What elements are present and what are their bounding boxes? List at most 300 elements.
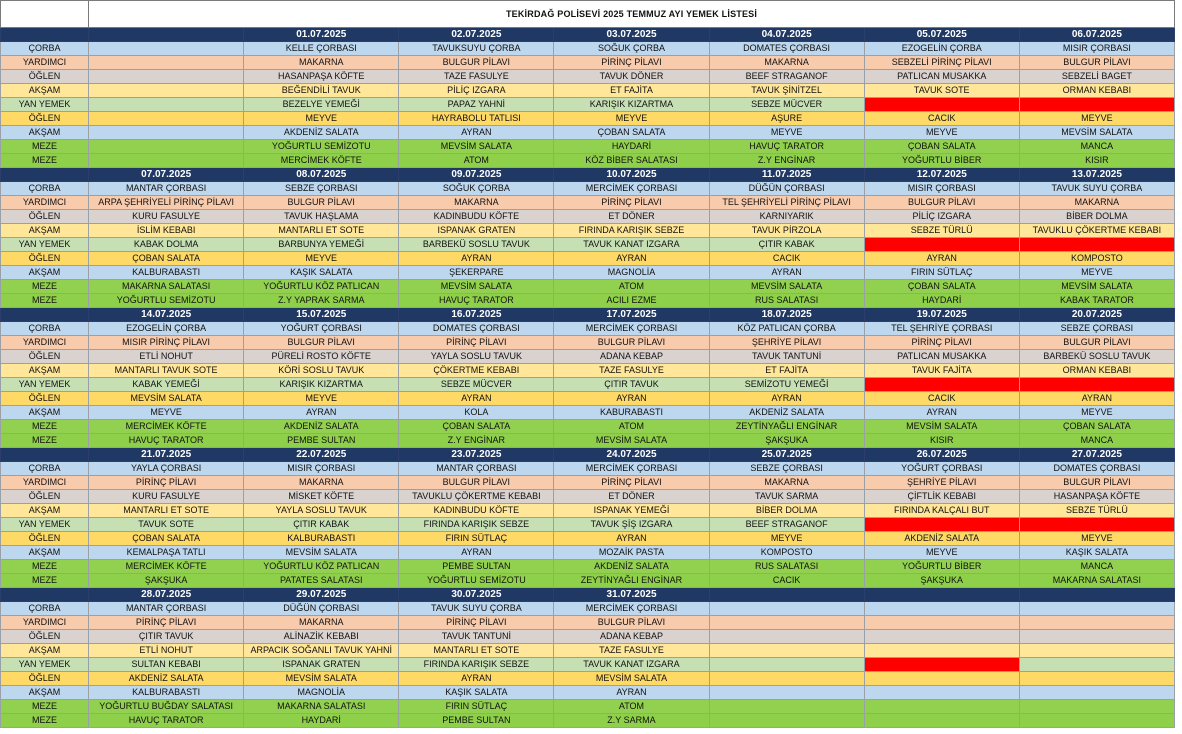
menu-cell: ZEYTİNYAĞLI ENGİNAR: [709, 420, 864, 434]
menu-cell: ET FAJİTA: [709, 364, 864, 378]
menu-cell: TAVUK SOTE: [89, 518, 244, 532]
menu-cell: MEVSİM SALATA: [399, 280, 554, 294]
empty-cell: [89, 126, 244, 140]
empty-cell: [864, 700, 1019, 714]
menu-cell: ET FAJİTA: [554, 84, 709, 98]
menu-cell: MEYVE: [1019, 112, 1174, 126]
menu-cell: SEBZE TÜRLÜ: [864, 224, 1019, 238]
empty-cell: [709, 602, 864, 616]
menu-cell: TAZE FASULYE: [554, 644, 709, 658]
menu-cell: BULGUR PİLAVI: [244, 336, 399, 350]
menu-cell: MEYVE: [1019, 266, 1174, 280]
row-label: ÖĞLEN: [1, 112, 89, 126]
empty-cell: [864, 616, 1019, 630]
menu-row: [1, 238, 1175, 252]
menu-cell: ATOM: [554, 420, 709, 434]
menu-cell: HAYDARİ: [864, 294, 1019, 308]
menu-row: [1, 560, 1175, 574]
empty-slot-cell: [864, 518, 1019, 532]
week-header-row: [1, 28, 1175, 42]
menu-cell: MAKARNA: [399, 196, 554, 210]
menu-cell: FIRIN SÜTLAÇ: [399, 532, 554, 546]
empty-cell: [1019, 672, 1174, 686]
empty-cell: [864, 630, 1019, 644]
empty-cell: [89, 70, 244, 84]
menu-cell: KOMPOSTO: [709, 546, 864, 560]
menu-cell: YAYLA SOSLU TAVUK: [244, 504, 399, 518]
menu-row: [1, 196, 1175, 210]
empty-slot-cell: [1019, 518, 1174, 532]
row-label: AKŞAM: [1, 406, 89, 420]
menu-cell: ORMAN KEBABI: [1019, 364, 1174, 378]
menu-cell: AYRAN: [399, 126, 554, 140]
row-label: ÖĞLEN: [1, 350, 89, 364]
menu-cell: TAZE FASULYE: [554, 364, 709, 378]
menu-cell: HAYDARİ: [554, 140, 709, 154]
date-header: 06.07.2025: [1019, 28, 1174, 42]
menu-cell: KOLA: [399, 406, 554, 420]
menu-cell: TAZE FASULYE: [399, 70, 554, 84]
menu-cell: MAKARNA SALATASI: [89, 280, 244, 294]
menu-cell: MEVSİM SALATA: [399, 140, 554, 154]
menu-cell: AKDENİZ SALATA: [864, 532, 1019, 546]
menu-cell: ŞAKŞUKA: [89, 574, 244, 588]
empty-cell: [1019, 700, 1174, 714]
menu-cell: ARPACIK SOĞANLI TAVUK YAHNİ: [244, 644, 399, 658]
menu-cell: PAPAZ YAHNİ: [399, 98, 554, 112]
menu-cell: Z.Y ENGİNAR: [399, 434, 554, 448]
menu-cell: TAVUK SUYU ÇORBA: [1019, 182, 1174, 196]
date-header: 04.07.2025: [709, 28, 864, 42]
menu-cell: MERCİMEK ÇORBASI: [554, 462, 709, 476]
date-header: 09.07.2025: [399, 168, 554, 182]
menu-cell: PATLICAN MUSAKKA: [864, 70, 1019, 84]
date-header: [1019, 588, 1174, 602]
menu-row: [1, 98, 1175, 112]
menu-cell: ÇÖKERTME KEBABI: [399, 364, 554, 378]
menu-cell: KARNIYARIK: [709, 210, 864, 224]
menu-cell: ÇOBAN SALATA: [89, 252, 244, 266]
menu-row: [1, 630, 1175, 644]
menu-row: [1, 56, 1175, 70]
empty-cell: [864, 672, 1019, 686]
menu-cell: PİRİNÇ PİLAVI: [554, 56, 709, 70]
menu-cell: KISIR: [864, 434, 1019, 448]
menu-row: [1, 42, 1175, 56]
menu-cell: ORMAN KEBABI: [1019, 84, 1174, 98]
menu-cell: HAYRABOLU TATLISI: [399, 112, 554, 126]
menu-cell: KISIR: [1019, 154, 1174, 168]
menu-cell: HAYDARİ: [244, 714, 399, 728]
row-label: ÖĞLEN: [1, 392, 89, 406]
menu-cell: KALBURABASTI: [89, 686, 244, 700]
menu-cell: KURU FASULYE: [89, 490, 244, 504]
menu-cell: ŞEKERPARE: [399, 266, 554, 280]
menu-cell: ISPANAK YEMEĞİ: [554, 504, 709, 518]
menu-cell: KÖZ PATLICAN ÇORBA: [709, 322, 864, 336]
menu-cell: HASANPAŞA KÖFTE: [1019, 490, 1174, 504]
menu-cell: EZOGELİN ÇORBA: [89, 322, 244, 336]
menu-cell: MAGNOLİA: [554, 266, 709, 280]
menu-cell: MEVSİM SALATA: [1019, 280, 1174, 294]
menu-cell: MEYVE: [864, 126, 1019, 140]
menu-cell: ŞEHRİYE PİLAVI: [864, 476, 1019, 490]
row-label: ÖĞLEN: [1, 630, 89, 644]
menu-cell: MEYVE: [554, 112, 709, 126]
menu-cell: İSLİM KEBABI: [89, 224, 244, 238]
menu-cell: MANTARLI ET SOTE: [399, 644, 554, 658]
date-header: 18.07.2025: [709, 308, 864, 322]
menu-cell: TAVUK TANTUNİ: [399, 630, 554, 644]
menu-cell: YOĞURTLU BUĞDAY SALATASI: [89, 700, 244, 714]
menu-cell: ŞAKŞUKA: [864, 574, 1019, 588]
row-label: ÖĞLEN: [1, 70, 89, 84]
menu-cell: KAŞIK SALATA: [399, 686, 554, 700]
menu-cell: ISPANAK GRATEN: [399, 224, 554, 238]
menu-cell: BULGUR PİLAVI: [399, 56, 554, 70]
menu-cell: YOĞURTLU SEMİZOTU: [399, 574, 554, 588]
menu-cell: EZOGELİN ÇORBA: [864, 42, 1019, 56]
menu-row: [1, 252, 1175, 266]
week-header-corner: [1, 168, 89, 182]
date-header: [89, 28, 244, 42]
menu-cell: ÇITIR TAVUK: [554, 378, 709, 392]
menu-cell: BEEF STRAGANOF: [709, 70, 864, 84]
menu-cell: ISPANAK GRATEN: [244, 658, 399, 672]
menu-cell: MEVSİM SALATA: [709, 280, 864, 294]
menu-cell: ÇITIR KABAK: [244, 518, 399, 532]
menu-cell: MERCİMEK ÇORBASI: [554, 602, 709, 616]
menu-cell: MEYVE: [1019, 406, 1174, 420]
menu-cell: KAŞIK SALATA: [244, 266, 399, 280]
menu-cell: SEBZE TÜRLÜ: [1019, 504, 1174, 518]
menu-cell: AKDENİZ SALATA: [244, 126, 399, 140]
menu-cell: CACIK: [709, 252, 864, 266]
menu-cell: SULTAN KEBABI: [89, 658, 244, 672]
empty-cell: [864, 686, 1019, 700]
menu-cell: ET DÖNER: [554, 210, 709, 224]
row-label: MEZE: [1, 700, 89, 714]
menu-cell: MANTAR ÇORBASI: [399, 462, 554, 476]
row-label: MEZE: [1, 420, 89, 434]
empty-cell: [1019, 644, 1174, 658]
empty-cell: [709, 672, 864, 686]
menu-cell: PATLICAN MUSAKKA: [864, 350, 1019, 364]
menu-cell: SEBZE MÜCVER: [399, 378, 554, 392]
row-label: AKŞAM: [1, 644, 89, 658]
menu-cell: AYRAN: [244, 406, 399, 420]
menu-cell: ŞAKŞUKA: [709, 434, 864, 448]
row-label: AKŞAM: [1, 126, 89, 140]
row-label: ÇORBA: [1, 42, 89, 56]
menu-cell: MEYVE: [709, 532, 864, 546]
empty-cell: [709, 714, 864, 728]
menu-cell: ÇITIR KABAK: [709, 238, 864, 252]
empty-cell: [709, 616, 864, 630]
date-header: 25.07.2025: [709, 448, 864, 462]
row-label: YARDIMCI: [1, 616, 89, 630]
date-header: 02.07.2025: [399, 28, 554, 42]
menu-row: [1, 490, 1175, 504]
menu-cell: MAKARNA: [1019, 196, 1174, 210]
menu-cell: AŞURE: [709, 112, 864, 126]
menu-cell: ATOM: [554, 280, 709, 294]
empty-slot-cell: [1019, 98, 1174, 112]
menu-cell: KURU FASULYE: [89, 210, 244, 224]
menu-cell: BULGUR PİLAVI: [554, 616, 709, 630]
menu-cell: ŞEHRİYE PİLAVI: [709, 336, 864, 350]
menu-cell: MERCİMEK ÇORBASI: [554, 322, 709, 336]
menu-cell: PİRİNÇ PİLAVI: [399, 616, 554, 630]
row-label: AKŞAM: [1, 224, 89, 238]
menu-cell: ÇOBAN SALATA: [864, 280, 1019, 294]
menu-cell: BULGUR PİLAVI: [1019, 336, 1174, 350]
menu-cell: TAVUK SOTE: [864, 84, 1019, 98]
menu-row: [1, 616, 1175, 630]
menu-row: [1, 532, 1175, 546]
row-label: YAN YEMEK: [1, 378, 89, 392]
menu-cell: PEMBE SULTAN: [244, 434, 399, 448]
menu-cell: MAKARNA: [709, 56, 864, 70]
row-label: AKŞAM: [1, 364, 89, 378]
date-header: 16.07.2025: [399, 308, 554, 322]
menu-cell: BULGUR PİLAVI: [554, 336, 709, 350]
menu-cell: SEBZELİ PİRİNÇ PİLAVI: [864, 56, 1019, 70]
menu-cell: MEYVE: [244, 252, 399, 266]
menu-cell: DOMATES ÇORBASI: [399, 322, 554, 336]
empty-slot-cell: [864, 238, 1019, 252]
menu-row: [1, 420, 1175, 434]
empty-slot-cell: [864, 378, 1019, 392]
menu-cell: MEYVE: [709, 126, 864, 140]
menu-cell: SEMİZOTU YEMEĞİ: [709, 378, 864, 392]
menu-cell: DÜĞÜN ÇORBASI: [709, 182, 864, 196]
menu-row: [1, 224, 1175, 238]
empty-cell: [89, 98, 244, 112]
title-row: [1, 1, 1175, 28]
menu-cell: TAVUK HAŞLAMA: [244, 210, 399, 224]
menu-row: [1, 350, 1175, 364]
menu-cell: TAVUKSUYU ÇORBA: [399, 42, 554, 56]
menu-cell: TEL ŞEHRİYE ÇORBASI: [864, 322, 1019, 336]
empty-cell: [709, 658, 864, 672]
menu-cell: MERCİMEK KÖFTE: [244, 154, 399, 168]
menu-row: [1, 406, 1175, 420]
row-label: ÇORBA: [1, 602, 89, 616]
empty-cell: [89, 56, 244, 70]
empty-slot-cell: [1019, 238, 1174, 252]
menu-cell: HAVUÇ TARATOR: [89, 714, 244, 728]
menu-cell: ÇOBAN SALATA: [864, 140, 1019, 154]
row-label: YAN YEMEK: [1, 98, 89, 112]
menu-cell: KELLE ÇORBASI: [244, 42, 399, 56]
menu-row: [1, 658, 1175, 672]
menu-cell: ÇİFTLİK KEBABI: [864, 490, 1019, 504]
menu-row: [1, 602, 1175, 616]
menu-cell: MEYVE: [244, 112, 399, 126]
empty-cell: [1019, 602, 1174, 616]
menu-cell: SEBZELİ BAGET: [1019, 70, 1174, 84]
menu-row: [1, 546, 1175, 560]
menu-cell: PATATES SALATASI: [244, 574, 399, 588]
menu-cell: MANCA: [1019, 560, 1174, 574]
menu-cell: BARBEKÜ SOSLU TAVUK: [399, 238, 554, 252]
empty-cell: [89, 112, 244, 126]
menu-cell: MAKARNA SALATASI: [1019, 574, 1174, 588]
menu-cell: ARPA ŞEHRİYELİ PİRİNÇ PİLAVI: [89, 196, 244, 210]
empty-cell: [1019, 714, 1174, 728]
date-header: 01.07.2025: [244, 28, 399, 42]
menu-row: [1, 140, 1175, 154]
row-label: MEZE: [1, 560, 89, 574]
date-header: 11.07.2025: [709, 168, 864, 182]
menu-cell: BİBER DOLMA: [1019, 210, 1174, 224]
menu-cell: MISIR PİRİNÇ PİLAVI: [89, 336, 244, 350]
menu-cell: BULGUR PİLAVI: [864, 196, 1019, 210]
menu-cell: Z.Y SARMA: [554, 714, 709, 728]
row-label: AKŞAM: [1, 266, 89, 280]
menu-cell: KAŞIK SALATA: [1019, 546, 1174, 560]
menu-cell: MANCA: [1019, 434, 1174, 448]
menu-cell: MEYVE: [244, 392, 399, 406]
date-header: 20.07.2025: [1019, 308, 1174, 322]
empty-cell: [1019, 686, 1174, 700]
menu-cell: DÜĞÜN ÇORBASI: [244, 602, 399, 616]
menu-cell: AYRAN: [709, 266, 864, 280]
menu-cell: MAKARNA SALATASI: [244, 700, 399, 714]
menu-row: [1, 336, 1175, 350]
menu-cell: KOMPOSTO: [1019, 252, 1174, 266]
row-label: AKŞAM: [1, 686, 89, 700]
date-header: 05.07.2025: [864, 28, 1019, 42]
empty-cell: [709, 700, 864, 714]
menu-cell: SEBZE ÇORBASI: [1019, 322, 1174, 336]
menu-cell: KARIŞIK KIZARTMA: [554, 98, 709, 112]
menu-cell: AKDENİZ SALATA: [244, 420, 399, 434]
row-label: ÖĞLEN: [1, 672, 89, 686]
menu-cell: BULGUR PİLAVI: [1019, 476, 1174, 490]
menu-cell: MISIR ÇORBASI: [1019, 42, 1174, 56]
date-header: [864, 588, 1019, 602]
date-header: 07.07.2025: [89, 168, 244, 182]
date-header: 03.07.2025: [554, 28, 709, 42]
date-header: 08.07.2025: [244, 168, 399, 182]
menu-cell: MANTAR ÇORBASI: [89, 182, 244, 196]
menu-cell: AYRAN: [399, 546, 554, 560]
date-header: 26.07.2025: [864, 448, 1019, 462]
menu-row: [1, 378, 1175, 392]
empty-slot-cell: [1019, 378, 1174, 392]
date-header: 15.07.2025: [244, 308, 399, 322]
menu-cell: YOĞURTLU KÖZ PATLICAN: [244, 560, 399, 574]
menu-cell: HAVUÇ TARATOR: [89, 434, 244, 448]
menu-cell: MAKARNA: [244, 56, 399, 70]
empty-cell: [864, 602, 1019, 616]
menu-cell: DOMATES ÇORBASI: [709, 42, 864, 56]
menu-cell: SOĞUK ÇORBA: [399, 182, 554, 196]
menu-cell: Z.Y ENGİNAR: [709, 154, 864, 168]
menu-cell: AYRAN: [399, 252, 554, 266]
menu-cell: TAVUK KANAT IZGARA: [554, 238, 709, 252]
page-title: TEKİRDAĞ POLİSEVİ 2025 TEMMUZ AYI YEMEK LİSTESİ: [89, 1, 1175, 28]
menu-cell: TAVUK PİRZOLA: [709, 224, 864, 238]
date-header: 23.07.2025: [399, 448, 554, 462]
menu-cell: PİLİÇ IZGARA: [864, 210, 1019, 224]
empty-cell: [864, 714, 1019, 728]
row-label: ÖĞLEN: [1, 532, 89, 546]
row-label: YARDIMCI: [1, 476, 89, 490]
menu-row: [1, 294, 1175, 308]
menu-cell: ADANA KEBAP: [554, 350, 709, 364]
menu-cell: MAKARNA: [709, 476, 864, 490]
date-header: 22.07.2025: [244, 448, 399, 462]
menu-cell: TEL ŞEHRİYELİ PİRİNÇ PİLAVI: [709, 196, 864, 210]
menu-row: [1, 154, 1175, 168]
menu-cell: AYRAN: [554, 532, 709, 546]
menu-row: [1, 686, 1175, 700]
row-label: AKŞAM: [1, 546, 89, 560]
menu-cell: MEVSİM SALATA: [1019, 126, 1174, 140]
menu-row: [1, 644, 1175, 658]
menu-cell: HAVUÇ TARATOR: [709, 140, 864, 154]
row-label: YARDIMCI: [1, 56, 89, 70]
menu-cell: MISIR ÇORBASI: [244, 462, 399, 476]
menu-cell: PİRİNÇ PİLAVI: [89, 476, 244, 490]
row-label: AKŞAM: [1, 84, 89, 98]
date-header: 13.07.2025: [1019, 168, 1174, 182]
title-corner-cell: [1, 1, 89, 28]
menu-cell: ÇOBAN SALATA: [1019, 420, 1174, 434]
menu-cell: ET DÖNER: [554, 490, 709, 504]
row-label: MEZE: [1, 434, 89, 448]
menu-row: [1, 518, 1175, 532]
menu-row: [1, 322, 1175, 336]
menu-row: [1, 672, 1175, 686]
menu-cell: YOĞURT ÇORBASI: [864, 462, 1019, 476]
menu-row: [1, 70, 1175, 84]
menu-cell: AYRAN: [554, 392, 709, 406]
menu-cell: ADANA KEBAP: [554, 630, 709, 644]
menu-cell: PÜRELİ ROSTO KÖFTE: [244, 350, 399, 364]
menu-cell: TAVUK DÖNER: [554, 70, 709, 84]
menu-cell: MEVSİM SALATA: [89, 392, 244, 406]
menu-cell: PİRİNÇ PİLAVI: [89, 616, 244, 630]
menu-cell: TAVUKLU ÇÖKERTME KEBABI: [1019, 224, 1174, 238]
row-label: ÖĞLEN: [1, 252, 89, 266]
menu-cell: AYRAN: [864, 252, 1019, 266]
menu-cell: AKDENİZ SALATA: [554, 560, 709, 574]
menu-cell: ATOM: [399, 154, 554, 168]
menu-cell: TAVUK SARMA: [709, 490, 864, 504]
menu-row: [1, 700, 1175, 714]
date-header: 24.07.2025: [554, 448, 709, 462]
date-header: 28.07.2025: [89, 588, 244, 602]
menu-cell: ETLİ NOHUT: [89, 350, 244, 364]
week-header-row: [1, 168, 1175, 182]
menu-cell: MAGNOLİA: [244, 686, 399, 700]
menu-cell: FIRIN SÜTLAÇ: [399, 700, 554, 714]
menu-row: [1, 84, 1175, 98]
menu-cell: AYRAN: [554, 686, 709, 700]
row-label: ÇORBA: [1, 322, 89, 336]
row-label: YARDIMCI: [1, 196, 89, 210]
empty-cell: [1019, 616, 1174, 630]
menu-cell: YOĞURTLU BİBER: [864, 154, 1019, 168]
week-header-row: [1, 308, 1175, 322]
row-label: MEZE: [1, 294, 89, 308]
menu-cell: ÇOBAN SALATA: [554, 126, 709, 140]
menu-cell: MİSKET KÖFTE: [244, 490, 399, 504]
